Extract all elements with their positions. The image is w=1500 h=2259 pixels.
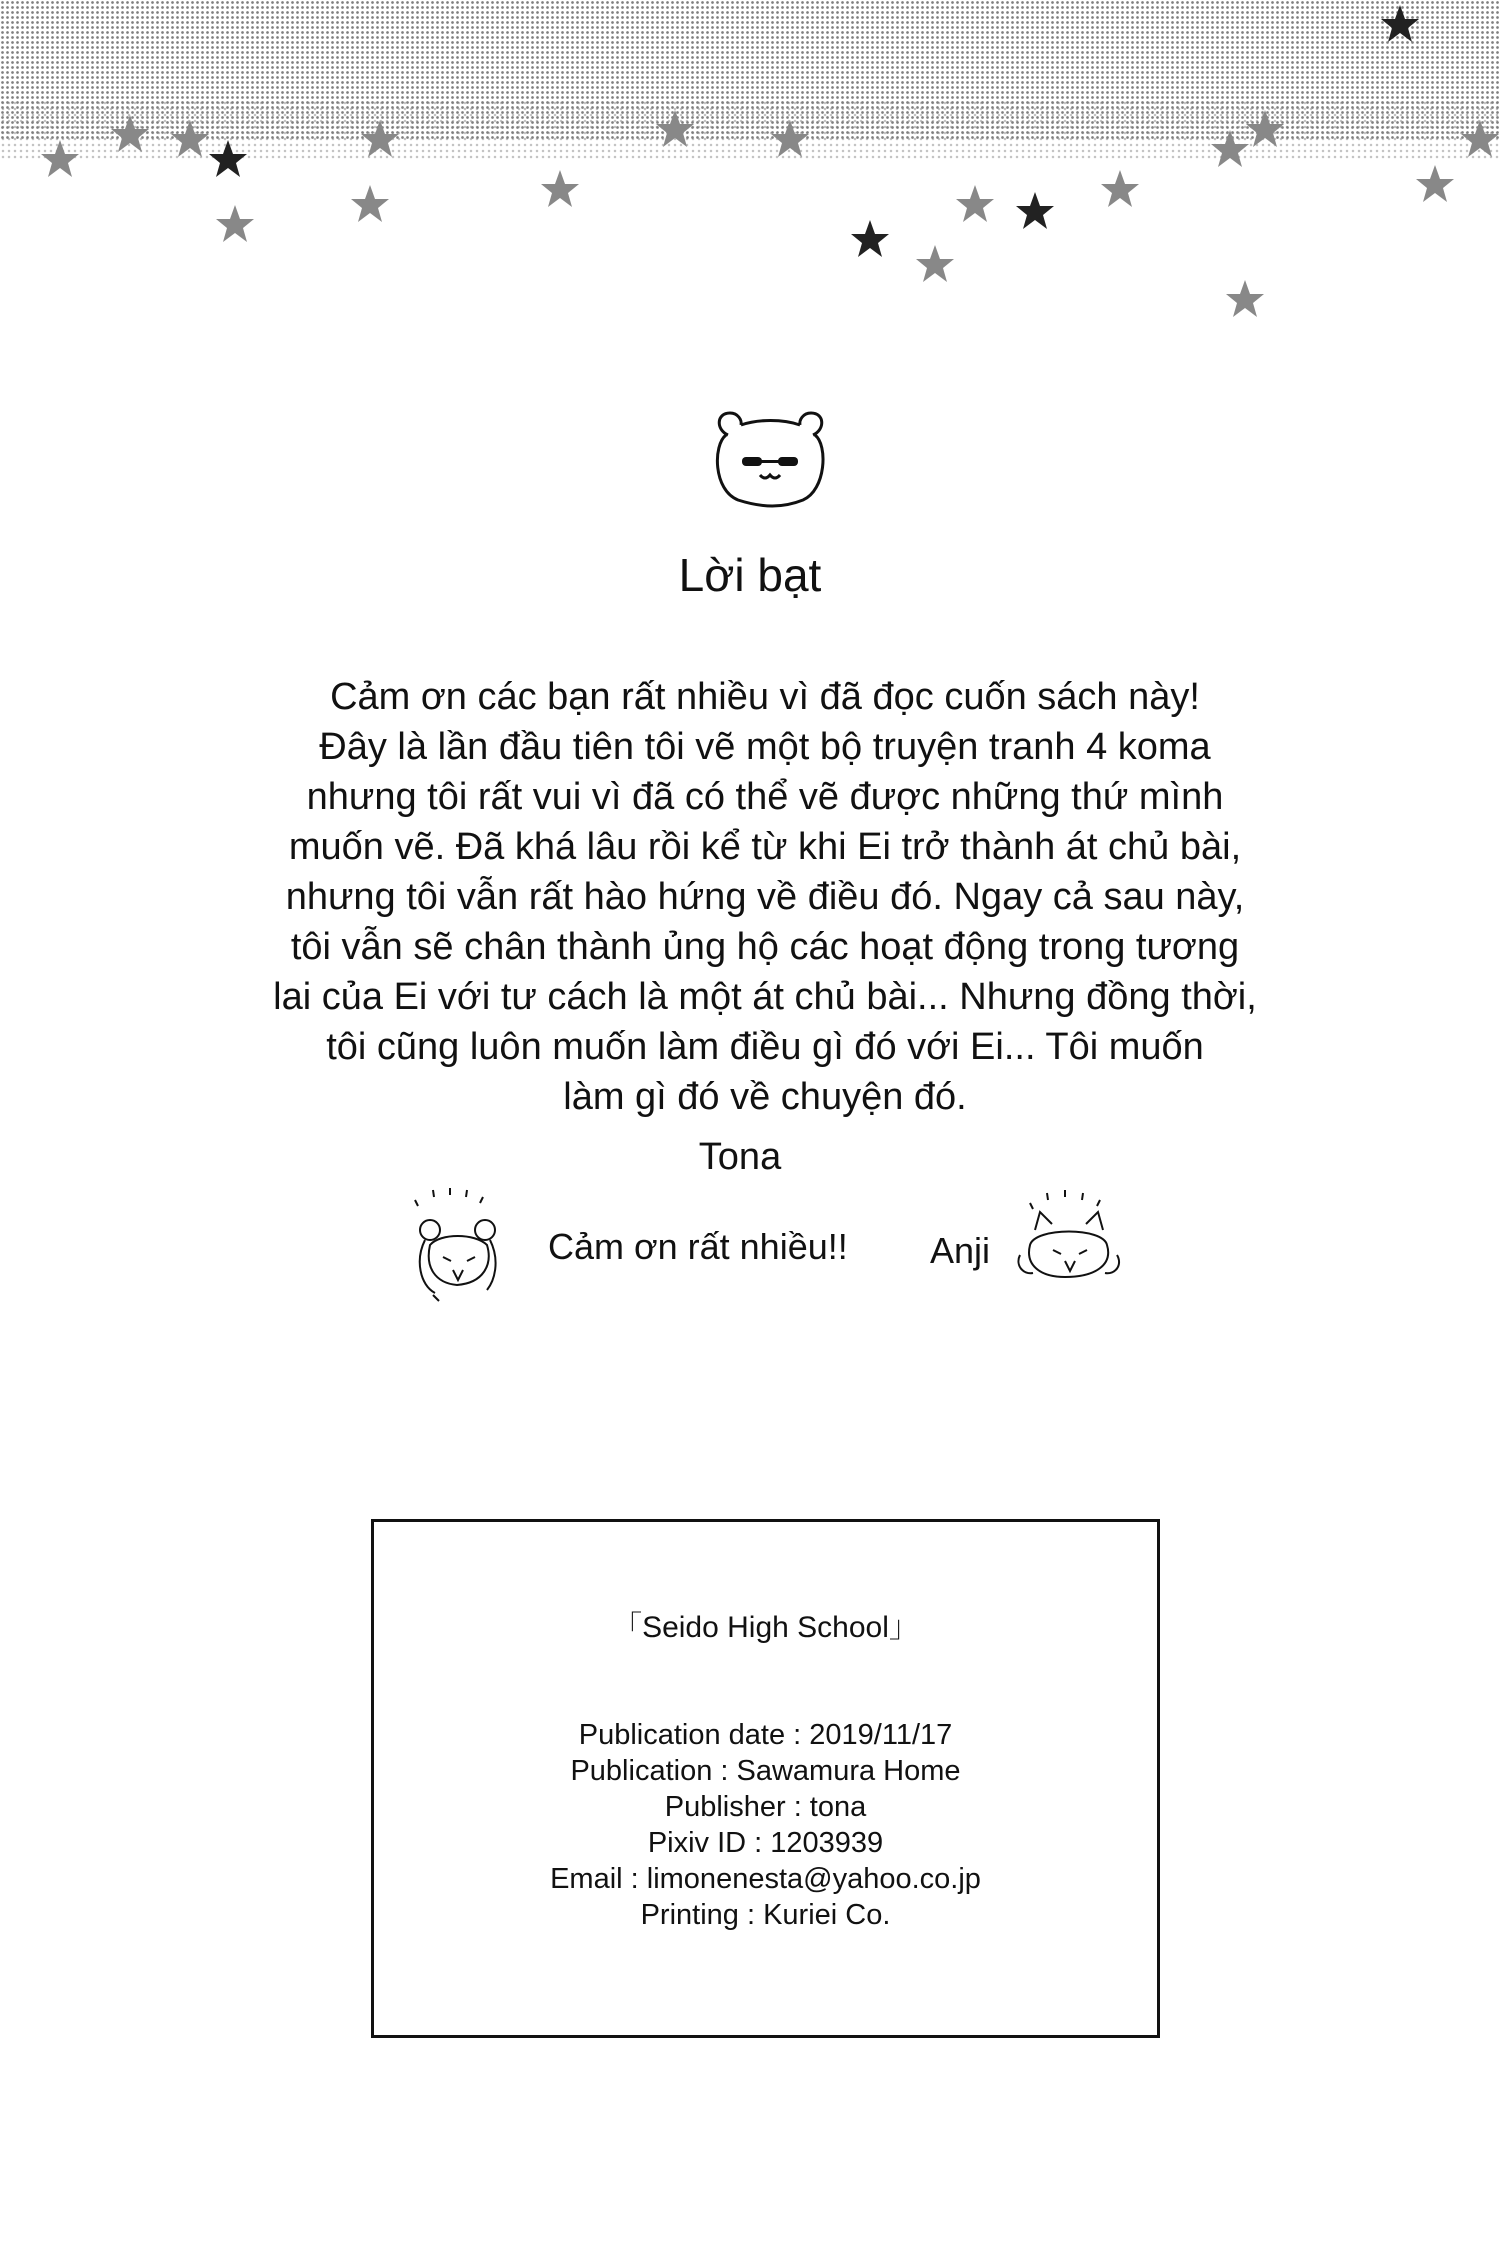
- star-icon: [361, 120, 399, 157]
- star-icon: [41, 140, 79, 177]
- star-icon: [771, 120, 809, 157]
- publication-date: Publication date : 2019/11/17: [578, 1719, 953, 1751]
- star-icon: [111, 115, 149, 152]
- star-icon: [656, 110, 694, 147]
- page-title: Lời bạt: [678, 549, 822, 601]
- star-icon: [1461, 120, 1499, 157]
- star-icon: [1246, 110, 1284, 147]
- chibi-face-icon: [405, 1185, 515, 1305]
- star-icon: [541, 170, 579, 207]
- star-icon: [171, 120, 209, 157]
- email: Email : limonenesta@yahoo.co.jp: [550, 1863, 981, 1895]
- afterword-line: Đây là lần đầu tiên tôi vẽ một bộ truyện tranh 4 koma: [319, 726, 1211, 768]
- star-icon: [1211, 130, 1249, 167]
- colophon-info: [374, 1717, 1157, 1933]
- signature: Tona: [698, 1136, 782, 1178]
- star-icon: [1416, 165, 1454, 202]
- pixiv-id: Pixiv ID : 1203939: [647, 1827, 884, 1859]
- star-icon: [216, 205, 254, 242]
- star-icon: [956, 185, 994, 222]
- thanks-text: Cảm ơn rất nhiều!!: [548, 1226, 848, 1267]
- star-icon: [1016, 192, 1054, 229]
- star-icon: [351, 185, 389, 222]
- colophon-box: [371, 1519, 1160, 2038]
- star-icon: [851, 220, 889, 257]
- series-title: 「Seido High School」: [612, 1611, 919, 1644]
- afterword-line: tôi vẫn sẽ chân thành ủng hộ các hoạt động trong tương: [290, 926, 1240, 968]
- publisher: Publisher : tona: [664, 1791, 867, 1823]
- star-decoration: [0, 0, 1500, 330]
- star-icon: [209, 140, 247, 177]
- printing: Printing : Kuriei Co.: [640, 1899, 891, 1931]
- afterword-line: nhưng tôi rất vui vì đã có thể vẽ được những thứ mình: [306, 776, 1224, 818]
- afterword-line: lai của Ei với tư cách là một át chủ bài... Nhưng đồng thời,: [273, 976, 1257, 1018]
- afterword-text: [150, 672, 1380, 1122]
- bear-icon: [708, 405, 833, 510]
- publication: Publication : Sawamura Home: [570, 1755, 961, 1787]
- co-author-name: Anji: [930, 1230, 991, 1271]
- chibi-face-icon: [1015, 1185, 1125, 1285]
- star-icon: [1101, 170, 1139, 207]
- afterword-line: Cảm ơn các bạn rất nhiều vì đã đọc cuốn sách này!: [330, 676, 1200, 718]
- star-icon: [1381, 5, 1419, 42]
- afterword-line: muốn vẽ. Đã khá lâu rồi kể từ khi Ei trở thành át chủ bài,: [288, 826, 1242, 868]
- afterword-line: làm gì đó về chuyện đó.: [563, 1076, 967, 1118]
- afterword-line: nhưng tôi vẫn rất hào hứng về điều đó. Ngay cả sau này,: [285, 876, 1245, 918]
- star-icon: [916, 245, 954, 282]
- star-icon: [1226, 280, 1264, 317]
- afterword-line: tôi cũng luôn muốn làm điều gì đó với Ei... Tôi muốn: [326, 1026, 1204, 1068]
